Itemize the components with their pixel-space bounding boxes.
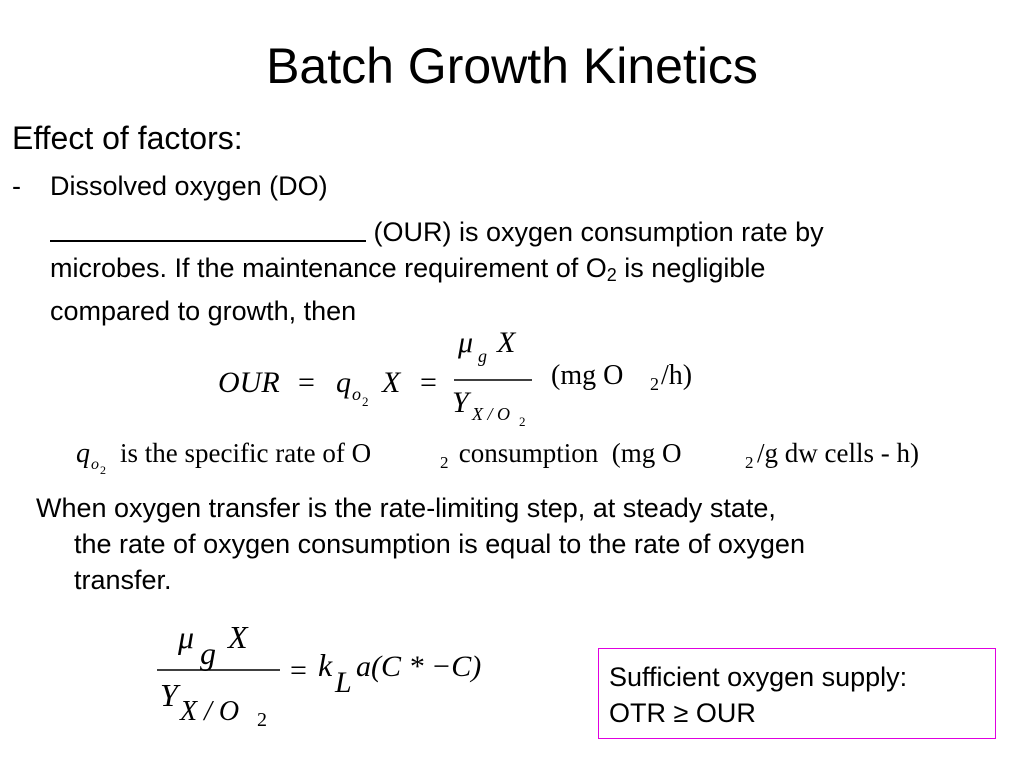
qo2-definition [0, 428, 1024, 478]
def-text-post: /g dw cells - h) [757, 438, 919, 468]
para1-line3: compared to growth, then [50, 296, 357, 326]
def-q-sub: o [91, 456, 99, 473]
eq1-x: X [382, 366, 401, 399]
eq2-k-sub: L [335, 666, 352, 699]
callout-line1: Sufficient oxygen supply: [609, 662, 908, 692]
steady-state-paragraph [36, 490, 1011, 598]
para1-line2-post: is negligible [616, 253, 766, 283]
eq2-equals: = [290, 654, 307, 687]
otr-our-equation [0, 612, 580, 732]
eq1-den-y: Y [452, 386, 469, 419]
def-text-mid: consumption (mg O [452, 438, 682, 468]
section-heading: Effect of factors: [12, 120, 243, 156]
eq1-q: q [336, 366, 351, 399]
para2-line3: transfer. [74, 565, 172, 595]
our-equation [0, 320, 1024, 430]
eq1-lhs: OUR [218, 366, 280, 399]
bullet-text: Dissolved oxygen (DO) [50, 171, 328, 201]
def-q-sub-sub: 2 [100, 463, 106, 477]
eq1-units-sub: 2 [650, 374, 659, 394]
para2-line2: the rate of oxygen consumption is equal to the rate of oxygen [74, 529, 805, 559]
eq2-den-sub-sub: 2 [257, 709, 267, 731]
def-text-pre: is the specific rate of O [120, 438, 372, 468]
eq2-rest: a(C * −C) [356, 650, 482, 683]
eq1-equals2: = [420, 366, 437, 399]
fill-in-blank [50, 216, 366, 242]
eq1-num-x: X [497, 326, 516, 359]
para1-line1: (OUR) is oxygen consumption rate by [366, 217, 824, 247]
eq2-num-x: X [228, 619, 248, 655]
our-definition-paragraph [50, 214, 980, 329]
eq1-q-sub-sub: 2 [362, 394, 369, 409]
eq1-mu: μ [458, 326, 474, 359]
bullet-marker: - [12, 171, 21, 201]
eq2-den-sub: X / O [180, 696, 240, 727]
def-text-sub: 2 [440, 453, 449, 472]
eq2-mu-sub: g [200, 635, 216, 671]
callout-box [598, 648, 996, 739]
slide-title: Batch Growth Kinetics [266, 38, 758, 94]
eq1-mu-sub: g [478, 346, 487, 366]
eq2-k: k [318, 647, 333, 683]
eq1-den-sub: X / O [472, 404, 510, 424]
eq1-units-post: /h) [661, 360, 693, 391]
eq1-q-sub: o [352, 384, 361, 404]
para2-line1: When oxygen transfer is the rate-limiting step, at steady state, [36, 493, 776, 523]
eq1-units-pre: (mg O [551, 360, 624, 391]
para1-line2-pre: microbes. If the maintenance requirement of O [50, 253, 607, 283]
eq1-equals: = [298, 366, 315, 399]
eq2-den-y: Y [160, 677, 178, 713]
eq1-den-sub-sub: 2 [519, 414, 526, 429]
para1-line2-sub: 2 [606, 265, 617, 285]
callout-line2: OTR ≥ OUR [609, 698, 756, 728]
eq2-mu: μ [178, 619, 195, 655]
def-text-sub2: 2 [745, 453, 754, 472]
def-q: q [76, 438, 90, 469]
